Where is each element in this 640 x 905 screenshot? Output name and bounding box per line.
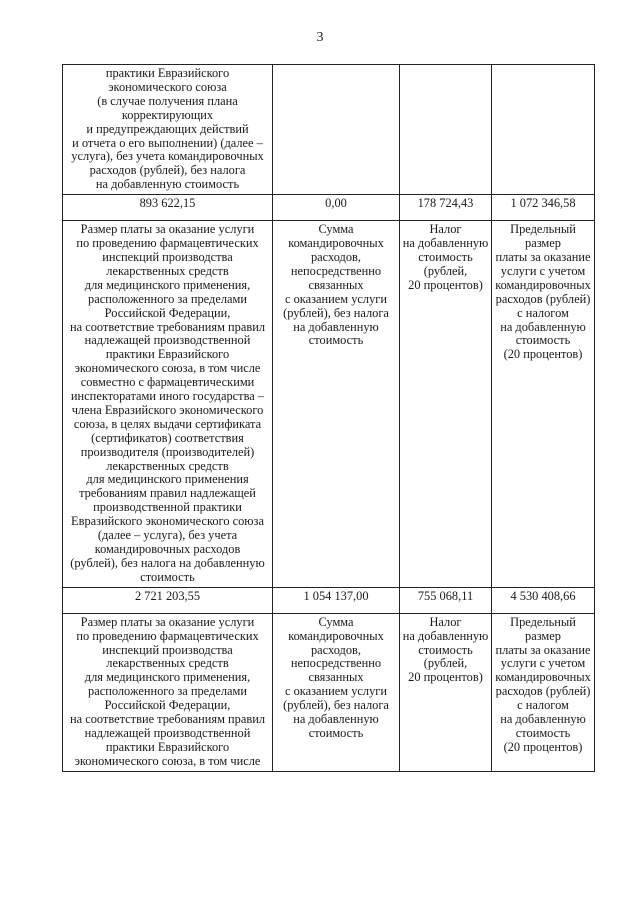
vat-value: 178 724,43	[400, 195, 492, 221]
table-row-continuation	[63, 65, 595, 195]
fee-table	[62, 64, 595, 772]
travel-expenses-header: Сумма командировочных расходов, непосредственно связанных с оказанием услуги (рублей), без налога на добавленную стоимость	[273, 221, 400, 588]
vat-value: 755 068,11	[400, 587, 492, 613]
total-fee-value: 4 530 408,66	[492, 587, 595, 613]
fee-amount-value: 893 622,15	[63, 195, 273, 221]
travel-expenses-header: Сумма командировочных расходов, непосредственно связанных с оказанием услуги (рублей), без налога на добавленную стоимость	[273, 613, 400, 771]
table-row-header	[63, 221, 595, 588]
fee-amount-value: 2 721 203,55	[63, 587, 273, 613]
table-row-amounts	[63, 195, 595, 221]
service-description-cell: практики Евразийского экономического союза (в случае получения плана корректирующих и предупреждающих действий и отчета о его выполнении) (далее – услуга), без учета командировочных расходов (рублей), без налога на добавленную стоимость	[63, 65, 273, 195]
page-number: 3	[316, 30, 324, 45]
service-description-cell: Размер платы за оказание услуги по проведению фармацевтических инспекций производства лекарственных средств для медицинского применения, расположенного за пределами Российской Федерации, на соответствие требованиям правил надлежащей производственной практики Евразийского экономического союза, в том числе	[63, 613, 273, 771]
travel-expenses-value: 1 054 137,00	[273, 587, 400, 613]
total-fee-cell	[492, 65, 595, 195]
total-fee-header: Предельный размер платы за оказание услуги с учетом командировочных расходов (рублей) с налогом на добавленную стоимость (20 процентов)	[492, 221, 595, 588]
vat-cell	[400, 65, 492, 195]
total-fee-value: 1 072 346,58	[492, 195, 595, 221]
table-row-header	[63, 613, 595, 771]
table-row-amounts	[63, 587, 595, 613]
travel-expenses-value: 0,00	[273, 195, 400, 221]
vat-header: Налог на добавленную стоимость (рублей, 20 процентов)	[400, 613, 492, 771]
vat-header: Налог на добавленную стоимость (рублей, 20 процентов)	[400, 221, 492, 588]
service-description-cell: Размер платы за оказание услуги по проведению фармацевтических инспекций производства лекарственных средств для медицинского применения, расположенного за пределами Российской Федерации, на соответствие требованиям правил надлежащей производственной практики Евразийского экономического союза, в том числе совместно с фармацевтическими инспекторатами иного государства – члена Евразийского экономического союза, в целях выдачи сертификата (сертификатов) соответствия производителя (производителей) лекарственных средств для медицинского применения требованиям правил надлежащей производственной практики Евразийского экономического союза (далее – услуга), без учета командировочных расходов (рублей), без налога на добавленную стоимость	[63, 221, 273, 588]
total-fee-header: Предельный размер платы за оказание услуги с учетом командировочных расходов (рублей) с налогом на добавленную стоимость (20 процентов)	[492, 613, 595, 771]
travel-expenses-cell	[273, 65, 400, 195]
